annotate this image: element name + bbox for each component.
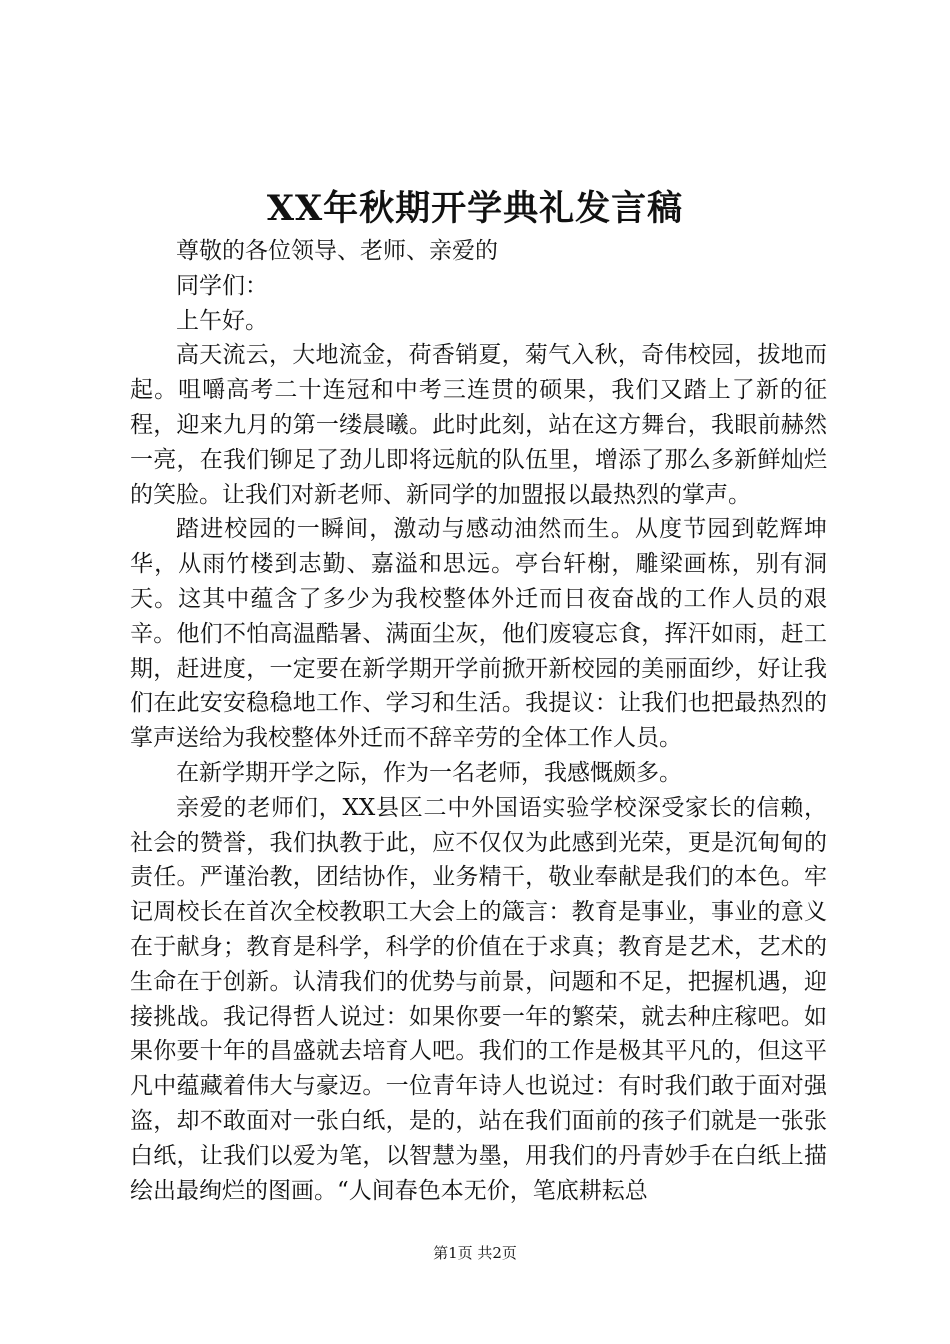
paragraph-body: 亲爱的老师们，XX县区二中外国语实验学校深受家长的信赖，社会的赞誉，我们执教于此，应不仅仅为此感到光荣，更是沉甸甸的责任。严谨治教，团结协作，业务精干，敬业奉献是我们的本色。牢记周校长在首次全校教职工大会上的箴言：教育是事业，事业的意义在于献身；教育是科学，科学的价值在于求真；教育是艺术，艺术的生命在于创新。认清我们的优势与前景，问题和不足，把握机遇，迎接挑战。我记得哲人说过：如果你要一年的繁荣，就去种庄稼吧。如果你要十年的昌盛就去培育人吧。我们的工作是极其平凡的，但这平凡中蕴藏着伟大与豪迈。一位青年诗人也说过：有时我们敢于面对强盗，却不敢面对一张白纸，是的，站在我们面前的孩子们就是一张张白纸，让我们以爱为笔，以智慧为墨，用我们的丹青妙手在白纸上描绘出最绚烂的图画。“人间春色本无价，笔底耕耘总 (130, 794, 827, 1204)
paragraph-body: 在新学期开学之际，作为一名老师，我感慨颇多。 (176, 759, 682, 786)
paragraph-body: 踏进校园的一瞬间，激动与感动油然而生。从度节园到乾辉坤华，从雨竹楼到志勤、嘉溢和思远。亭台轩榭，雕梁画栋，别有洞天。这其中蕴含了多少为我校整体外迁而日夜奋战的工作人员的艰辛。他们不怕高温酷暑、满面尘灰，他们废寝忘食，挥汗如雨，赶工期，赶进度，一定要在新学期开学前掀开新校园的美丽面纱，好让我们在此安安稳稳地工作、学习和生活。我提议：让我们也把最热烈的掌声送给为我校整体外迁而不辞辛劳的全体工作人员。 (130, 516, 827, 752)
paragraph-body: 高天流云，大地流金，荷香销夏，菊气入秋，奇伟校园，拔地而起。咀嚼高考二十连冠和中考三连贯的硕果，我们又踏上了新的征程，迎来九月的第一缕晨曦。此时此刻，站在这方舞台，我眼前赫然一亮，在我们铆足了劲儿即将远航的队伍里，增添了那么多新鲜灿烂的笑脸。让我们对新老师、新同学的加盟报以最热烈的掌声。 (130, 342, 827, 508)
paragraph-salutation-cont: 同学们： (176, 272, 268, 299)
paragraph-salutation: 尊敬的各位领导、老师、亲爱的 (176, 238, 498, 264)
document-body (130, 234, 827, 1208)
page-number-footer: 第1页 共2页 (433, 1244, 517, 1262)
document-title: XX年秋期开学典礼发言稿 (266, 188, 684, 229)
paragraph-greeting: 上午好。 (176, 307, 268, 334)
